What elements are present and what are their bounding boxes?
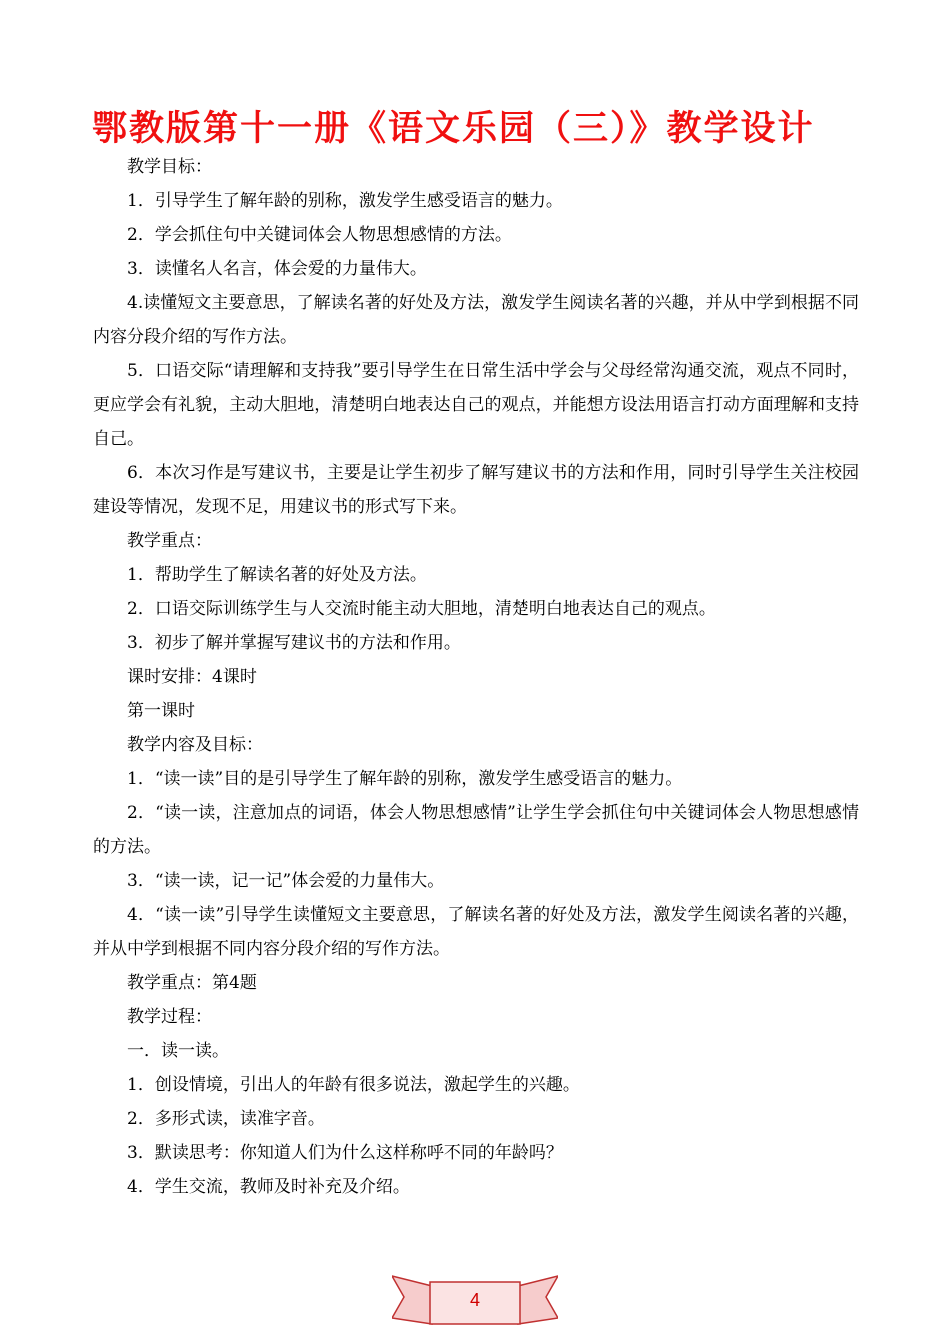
paragraph: 4．“读一读”引导学生读懂短文主要意思，了解读名著的好处及方法，激发学生阅读名著的兴趣，并从中学到根据不同内容分段介绍的写作方法。 <box>93 905 859 959</box>
paragraph: 教学重点：第4题 <box>127 973 257 993</box>
paragraph: 3．读懂名人名言，体会爱的力量伟大。 <box>127 259 427 279</box>
paragraph: 1．帮助学生了解读名著的好处及方法。 <box>127 565 427 585</box>
paragraph: 4.读懂短文主要意思，了解读名著的好处及方法，激发学生阅读名著的兴趣，并从中学到根据不同内容分段介绍的写作方法。 <box>93 293 859 347</box>
page-number: 4 <box>469 1290 480 1310</box>
paragraph: 2．多形式读，读准字音。 <box>127 1109 325 1129</box>
paragraph: 教学重点： <box>127 531 212 551</box>
page-number-ribbon <box>392 1258 558 1338</box>
paragraph: 1．创设情境，引出人的年龄有很多说法，激起学生的兴趣。 <box>127 1075 580 1095</box>
paragraph: 一．读一读。 <box>127 1041 229 1061</box>
paragraph: 5．口语交际“请理解和支持我”要引导学生在日常生活中学会与父母经常沟通交流，观点不同时，更应学会有礼貌，主动大胆地，清楚明白地表达自己的观点，并能想方设法用语言打动方面理解和支持自己。 <box>93 361 859 449</box>
paragraph: 3．默读思考：你知道人们为什么这样称呼不同的年龄吗？ <box>127 1143 563 1163</box>
document-body <box>93 150 859 1204</box>
paragraph: 课时安排：4课时 <box>127 667 257 687</box>
paragraph: 2．学会抓住句中关键词体会人物思想感情的方法。 <box>127 225 512 245</box>
paragraph: 3．初步了解并掌握写建议书的方法和作用。 <box>127 633 461 653</box>
paragraph: 2．“读一读，注意加点的词语，体会人物思想感情”让学生学会抓住句中关键词体会人物思想感情的方法。 <box>93 803 859 857</box>
paragraph: 教学内容及目标： <box>127 735 263 755</box>
paragraph: 教学过程： <box>127 1007 212 1027</box>
paragraph: 4．学生交流，教师及时补充及介绍。 <box>127 1177 410 1197</box>
paragraph: 2．口语交际训练学生与人交流时能主动大胆地，清楚明白地表达自己的观点。 <box>127 599 716 619</box>
paragraph: 1．引导学生了解年龄的别称，激发学生感受语言的魅力。 <box>127 191 563 211</box>
paragraph: 第一课时 <box>127 701 195 721</box>
paragraph: 3．“读一读，记一记”体会爱的力量伟大。 <box>127 871 445 891</box>
paragraph: 6．本次习作是写建议书，主要是让学生初步了解写建议书的方法和作用，同时引导学生关注校园建设等情况，发现不足，用建议书的形式写下来。 <box>93 463 859 517</box>
paragraph: 教学目标： <box>127 157 212 177</box>
page-title: 鄂教版第十一册《语文乐园（三）》教学设计 <box>92 109 815 149</box>
paragraph: 1．“读一读”目的是引导学生了解年龄的别称，激发学生感受语言的魅力。 <box>127 769 683 789</box>
